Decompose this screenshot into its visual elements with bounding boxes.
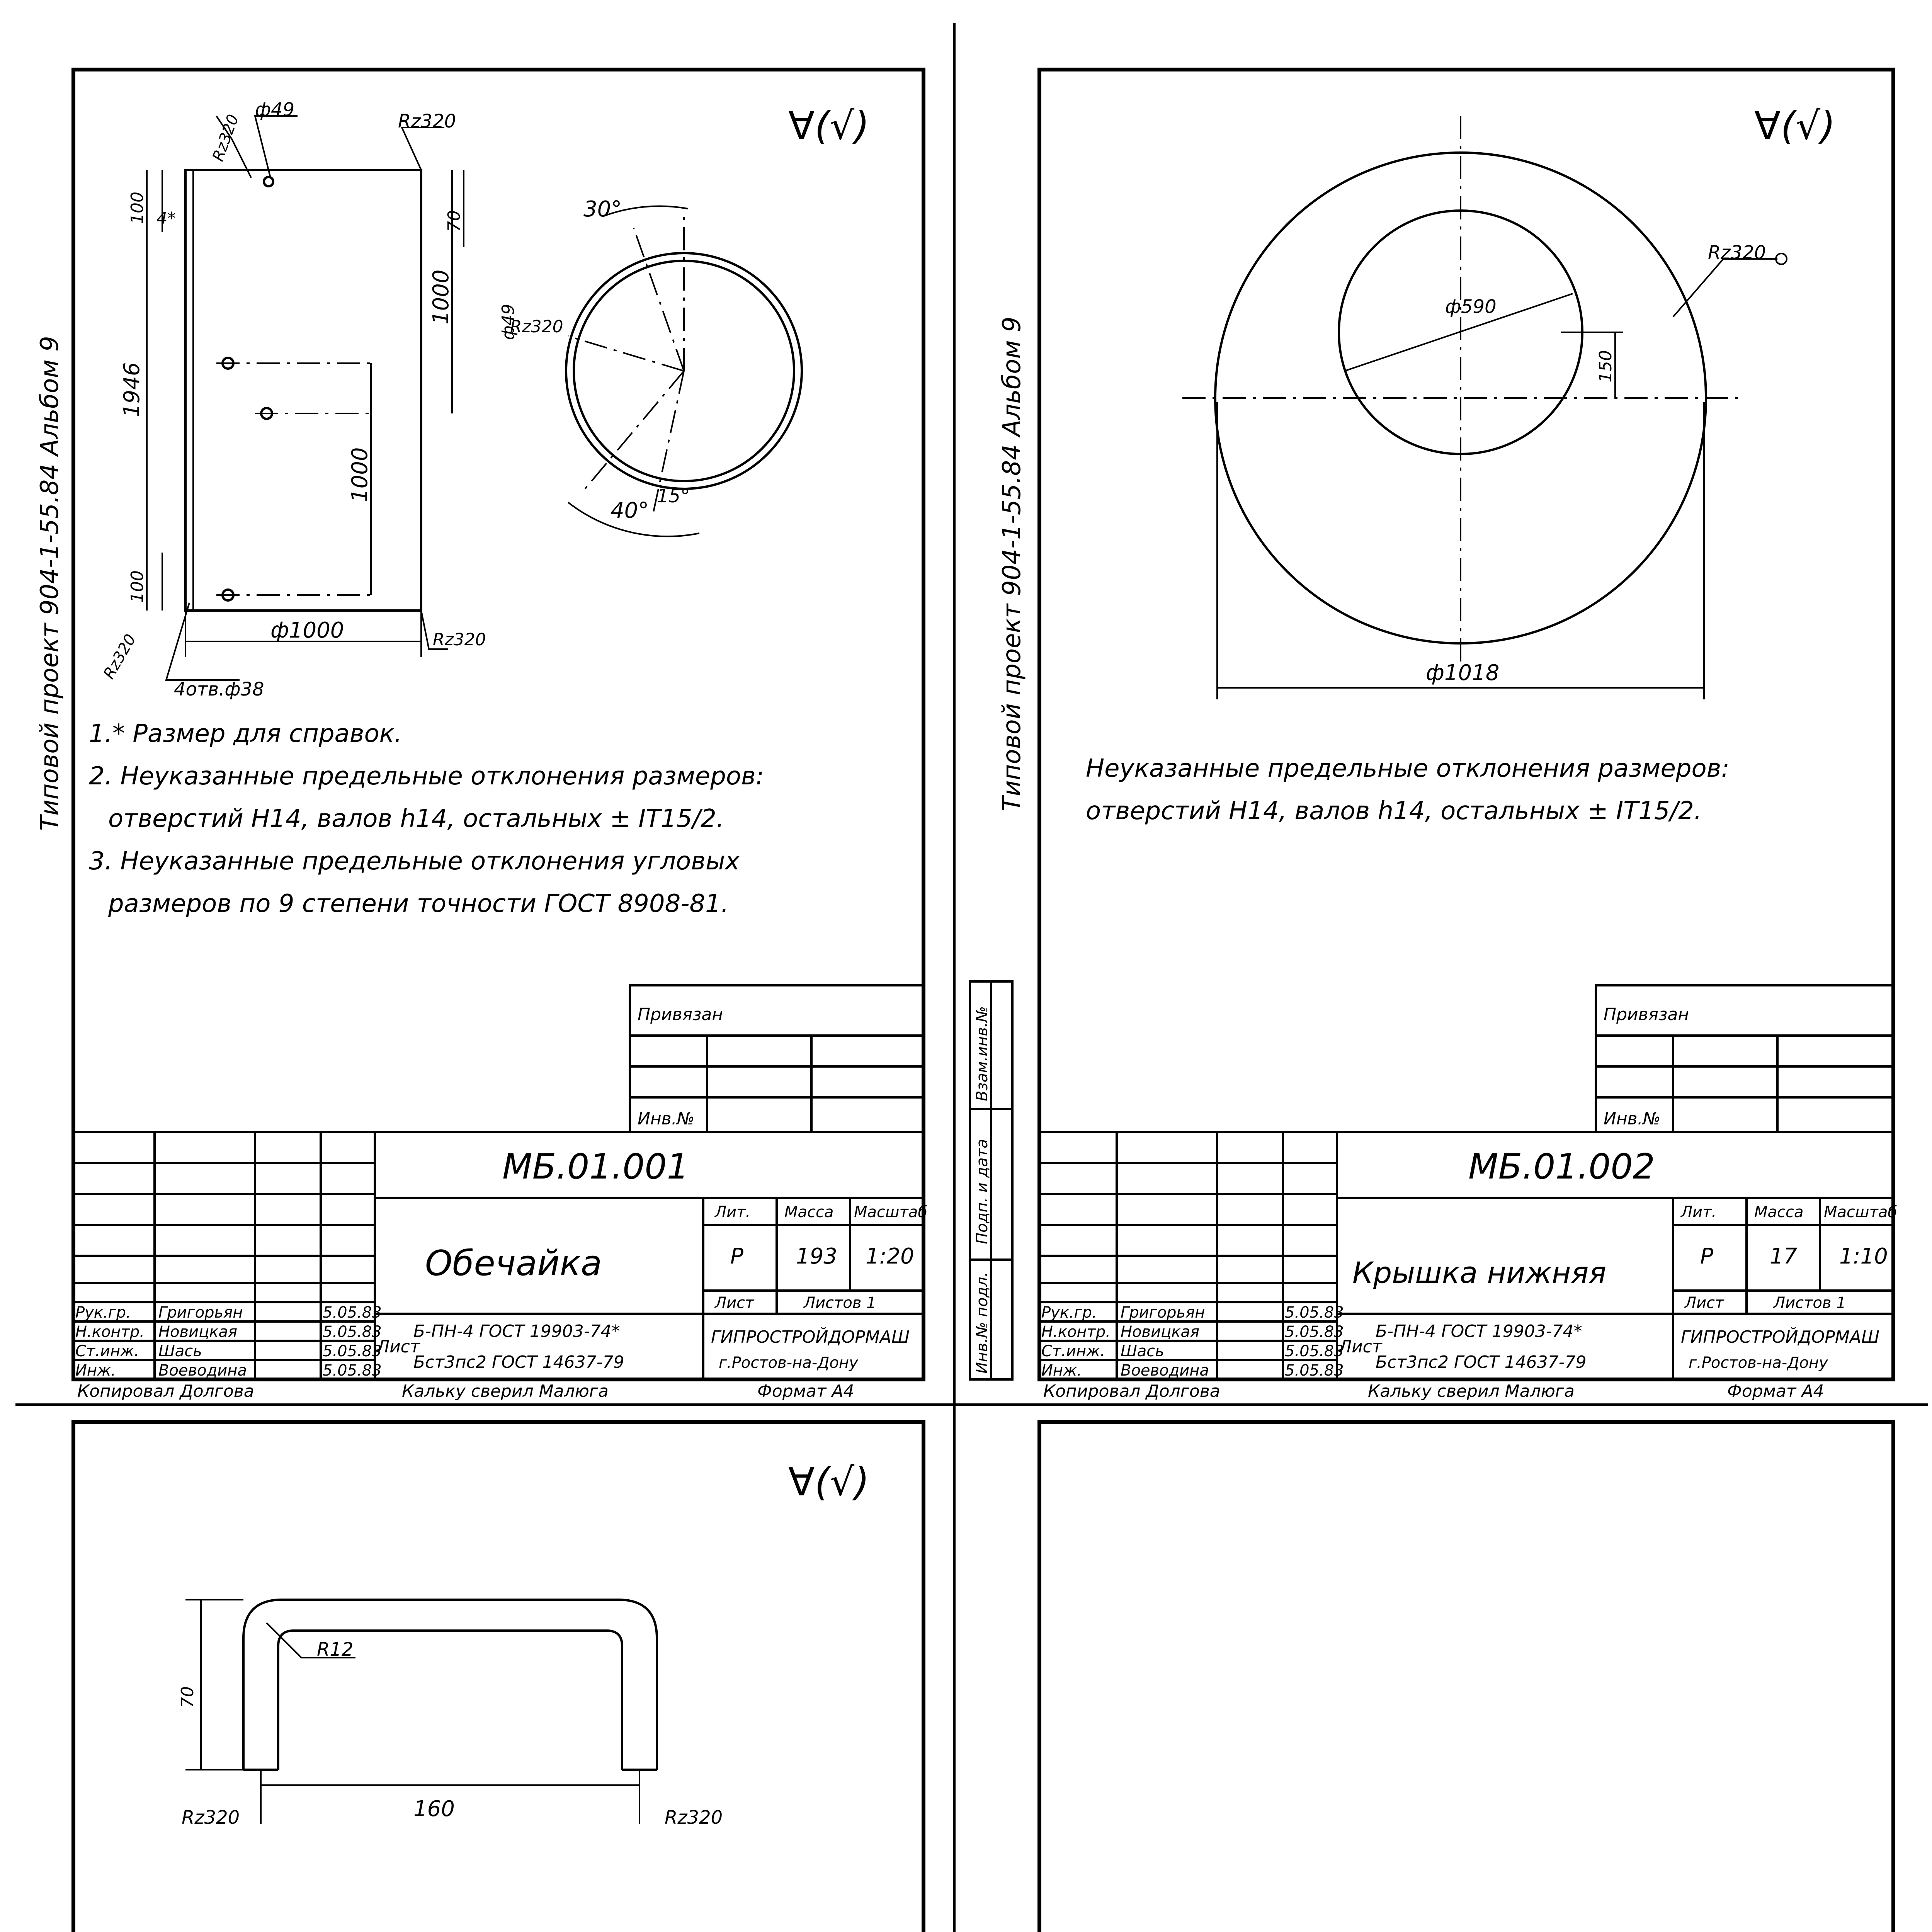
staff-name: Воеводина (1121, 1362, 1209, 1379)
note-line: Неуказанные предельные отклонения размеров: (1086, 754, 1730, 783)
staff-date: 5.05.83 (323, 1304, 382, 1321)
dim-r12: R12 (317, 1639, 354, 1660)
angle-15: 15° (657, 485, 690, 507)
dim-100-top: 100 (128, 192, 147, 224)
mass-header: Масса (1754, 1203, 1804, 1221)
radial-line (634, 228, 684, 371)
sheet-2 (970, 70, 1893, 1379)
staff-date: 5.05.83 (323, 1323, 382, 1341)
staff-name: Воеводина (158, 1362, 247, 1379)
staff-name: Новицкая (1121, 1323, 1200, 1341)
bracket-view (178, 1600, 723, 1828)
lit-value: Р (1700, 1244, 1713, 1269)
dim-rz320-top: Rz320 (398, 111, 456, 132)
dim-160: 160 (413, 1796, 455, 1821)
staff-name: Григорьян (158, 1304, 243, 1321)
angle-30: 30° (583, 197, 622, 222)
sheet-2-notes (1086, 754, 1730, 825)
staff-date: 5.05.83 (1285, 1323, 1344, 1341)
dim-phi49: ф49 (255, 99, 295, 121)
shell-side-view (100, 99, 486, 700)
note-line: 3. Неуказанные предельные отклонения угловых (89, 847, 740, 876)
staff-name: Шась (158, 1342, 202, 1360)
part-name: Обечайка (425, 1243, 602, 1284)
dim-70: 70 (444, 210, 464, 232)
staff-role: Н.контр. (75, 1323, 145, 1341)
sheet-1-notes (89, 719, 764, 918)
privyazan-label: Привязан (638, 1005, 723, 1024)
org-name: ГИПРОСТРОЙДОРМАШ (711, 1327, 910, 1347)
side-stamp: Типовой проект 904-1-55.84 Альбом 9 (998, 316, 1026, 811)
material-bottom: Бст3пс2 ГОСТ 14637-79 (1376, 1352, 1587, 1372)
sheet-3 (73, 1422, 923, 1932)
lit-header: Лит. (1681, 1203, 1717, 1221)
dim-phi590: ф590 (1445, 296, 1497, 318)
staff-role: Инж. (75, 1362, 116, 1379)
dim-1946: 1946 (119, 362, 145, 417)
inv-label: Инв.№ (1604, 1109, 1661, 1129)
lit-header: Лит. (715, 1203, 751, 1221)
note-line: 1.* Размер для справок. (89, 719, 402, 748)
strip-label: Подп. и дата (973, 1139, 991, 1244)
hole-mark (264, 177, 273, 186)
shell-outline (185, 170, 421, 611)
note-line: отверстий H14, валов h14, остальных ± IT15/2. (1086, 797, 1702, 825)
list-header: Лист (1685, 1294, 1724, 1312)
dim-100-bottom: 100 (128, 570, 147, 603)
material-top: Б-ПН-4 ГОСТ 19903-74* (413, 1321, 620, 1341)
staff-role: Инж. (1041, 1362, 1082, 1379)
staff-role: Рук.гр. (1041, 1304, 1097, 1321)
dim-rz320-section: Rz320 (510, 317, 563, 337)
scale-header: Масштаб (854, 1203, 928, 1221)
material-prefix: Лист (377, 1337, 420, 1357)
dim-rz320: Rz320 (1708, 242, 1766, 264)
list-header: Лист (715, 1294, 754, 1312)
title-block-2 (1039, 985, 1897, 1401)
dim-rz320-br: Rz320 (433, 630, 486, 650)
scale-value: 1:20 (866, 1244, 914, 1269)
cover-plan-view (1182, 116, 1787, 699)
staff-name: Шась (1121, 1342, 1164, 1360)
staff-name: Григорьян (1121, 1304, 1205, 1321)
shell-section-view (498, 197, 802, 536)
side-stamp: Типовой проект 904-1-55.84 Альбом 9 (36, 336, 64, 831)
format-label: Формат А4 (1727, 1381, 1824, 1401)
note-line: отверстий H14, валов h14, остальных ± IT15/2. (108, 804, 724, 833)
dim-rz320-right: Rz320 (665, 1807, 723, 1828)
title-block-1 (73, 985, 927, 1401)
staff-role: Рук.гр. (75, 1304, 131, 1321)
sheet-1 (36, 70, 923, 1379)
leader-line (255, 116, 298, 178)
org-city: г.Ростов-на-Дону (1689, 1354, 1828, 1372)
format-label: Формат А4 (757, 1381, 854, 1401)
dim-rz320-left: Rz320 (182, 1807, 240, 1828)
material-top: Б-ПН-4 ГОСТ 19903-74* (1376, 1321, 1582, 1341)
sheet-2-frame (1039, 70, 1893, 1379)
material-prefix: Лист (1339, 1337, 1382, 1357)
dim-phi1000: ф1000 (270, 618, 344, 643)
staff-date: 5.05.83 (323, 1362, 382, 1379)
radial-line (568, 336, 684, 371)
sheet-4-frame (1039, 1422, 1893, 1932)
org-name: ГИПРОСТРОЙДОРМАШ (1681, 1327, 1880, 1347)
traced-by: Кальку сверил Малюга (1368, 1381, 1575, 1401)
mass-header: Масса (784, 1203, 834, 1221)
angle-40: 40° (611, 498, 649, 523)
document-code: МБ.01.002 (1468, 1146, 1655, 1187)
privyazan-label: Привязан (1604, 1005, 1689, 1024)
copied-by: Копировал Долгова (1043, 1381, 1220, 1401)
sheets-header: Листов 1 (1774, 1294, 1846, 1312)
mass-value: 17 (1770, 1244, 1798, 1269)
staff-date: 5.05.83 (1285, 1342, 1344, 1360)
part-name: Крышка нижняя (1352, 1255, 1607, 1290)
dim-1000-mid: 1000 (347, 447, 372, 502)
staff-role: Н.контр. (1041, 1323, 1111, 1341)
dim-70: 70 (178, 1686, 197, 1708)
roughness-mark: ∀(√) (788, 1459, 870, 1505)
staff-role: Ст.инж. (1041, 1342, 1105, 1360)
note-line: размеров по 9 степени точности ГОСТ 8908-81. (108, 889, 729, 918)
dim-phi1018: ф1018 (1426, 660, 1500, 685)
approval-strip (970, 981, 1012, 1379)
dim-rz320: Rz320 (209, 112, 243, 164)
traced-by: Кальку сверил Малюга (402, 1381, 609, 1401)
staff-date: 5.05.83 (1285, 1304, 1344, 1321)
strip-label: Инв.№ подл. (973, 1272, 991, 1374)
radial-line (583, 371, 684, 491)
note-line: 2. Неуказанные предельные отклонения размеров: (89, 762, 764, 791)
copied-by: Копировал Долгова (77, 1381, 254, 1401)
document-code: МБ.01.001 (502, 1146, 689, 1187)
scale-header: Масштаб (1824, 1203, 1898, 1221)
staff-date: 5.05.83 (1285, 1362, 1344, 1379)
dim-rz320-bl: Rz320 (100, 631, 140, 682)
bracket-outer-contour (243, 1600, 657, 1770)
lit-value: Р (730, 1244, 743, 1269)
staff-role: Ст.инж. (75, 1342, 139, 1360)
scale-value: 1:10 (1839, 1244, 1888, 1269)
staff-name: Новицкая (158, 1323, 238, 1341)
leader-line (402, 128, 444, 170)
roughness-mark: ∀(√) (788, 103, 870, 148)
material-bottom: Бст3пс2 ГОСТ 14637-79 (413, 1352, 624, 1372)
holes-spec: 4отв.ф38 (174, 679, 264, 700)
dim-150: 150 (1596, 350, 1616, 383)
strip-label: Взам.инв.№ (973, 1006, 991, 1101)
inv-label: Инв.№ (638, 1109, 695, 1129)
dim-1000-right: 1000 (429, 269, 454, 325)
dim-phi49-section: ф49 (498, 304, 518, 340)
rz-circle (1776, 253, 1787, 264)
mass-value: 193 (796, 1244, 837, 1269)
staff-date: 5.05.83 (323, 1342, 382, 1360)
sheets-header: Листов 1 (804, 1294, 876, 1312)
roughness-mark: ∀(√) (1754, 103, 1836, 148)
org-city: г.Ростов-на-Дону (719, 1354, 858, 1372)
dim-4: 4* (156, 209, 176, 228)
